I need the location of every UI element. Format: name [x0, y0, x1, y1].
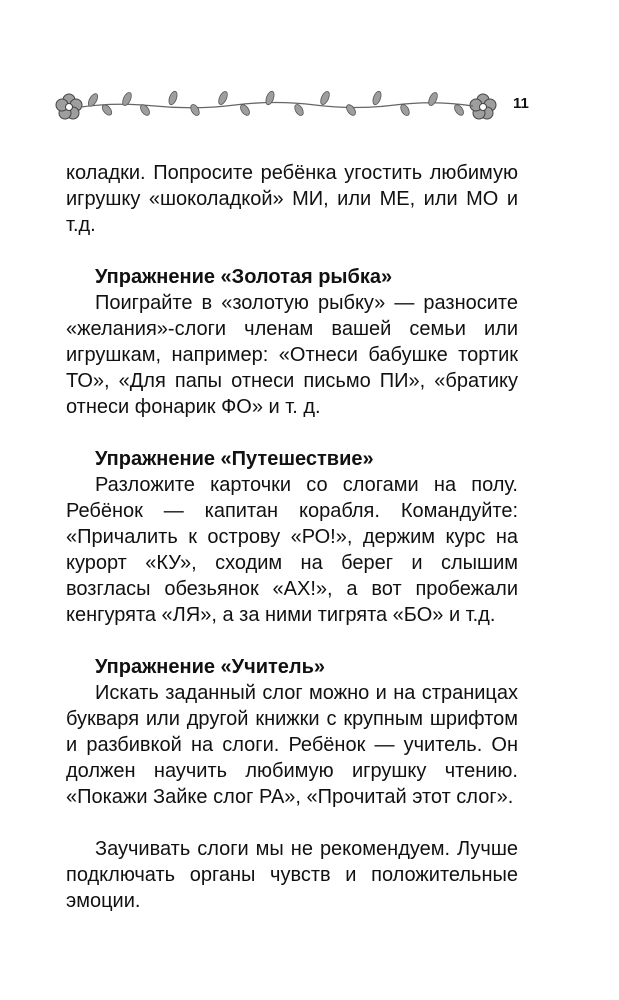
- exercise-heading-golden-fish: Упражнение «Золотая рыбка»: [95, 266, 393, 288]
- intro-paragraph: коладки. Попросите ребёнка угостить любимую игрушку «шоколадкой» МИ, или МЕ, или МО и т.д.: [66, 162, 518, 236]
- exercise-text-journey: Разложите карточки со слогами на полу. Ребёнок — капитан корабля. Командуйте: «Причалить к острову «РО!», держим курс на курорт «КУ», сходим на берег и слышим возгласы обезьянок «АХ!», а вот пробежали кенгурята «ЛЯ», а за ними тигрята «БО» и т.д.: [66, 474, 518, 626]
- exercise-text-teacher: Искать заданный слог можно и на страницах букваря или другой книжки с крупным шрифтом и разбивкой на слоги. Ребёнок — учитель. Он должен научить любимую игрушку чтению. «Покажи Зайке слог РА», «Прочитай этот слог».: [66, 682, 518, 808]
- exercise-heading-teacher: Упражнение «Учитель»: [95, 656, 326, 678]
- flower-vine-ornament-icon: [55, 88, 505, 128]
- closing-paragraph: Заучивать слоги мы не рекомендуем. Лучше подключать органы чувств и положительные эмоции.: [66, 838, 518, 912]
- page-number: 11: [513, 95, 529, 112]
- exercise-text-golden-fish: Поиграйте в «золотую рыбку» — разносите «желания»-слоги членам вашей семьи или игрушкам, например: «Отнеси бабушке тортик ТО», «Для папы отнеси письмо ПИ», «братику отнеси фонарик ФО» и т. д.: [66, 292, 518, 418]
- exercise-heading-journey: Упражнение «Путешествие»: [95, 448, 374, 470]
- page-header: [55, 88, 565, 128]
- page-body: [66, 160, 518, 914]
